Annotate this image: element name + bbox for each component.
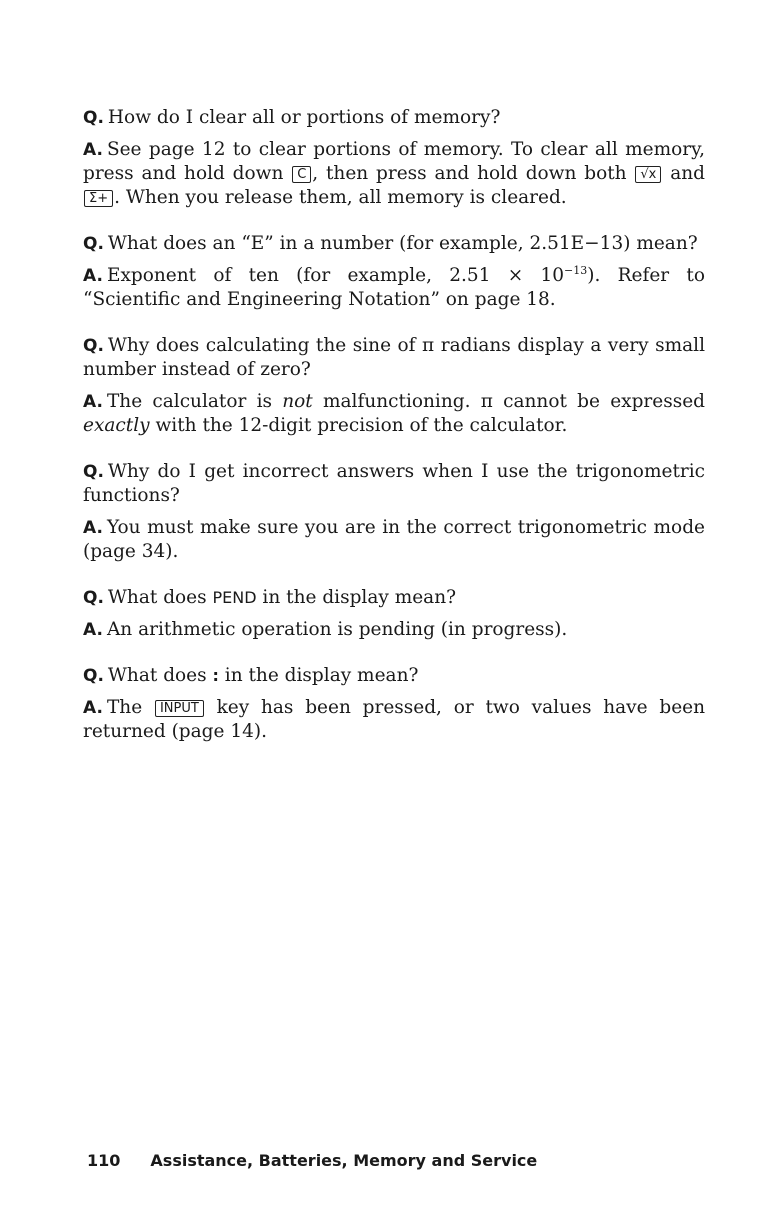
answer-6: A. The INPUT key has been pressed, or two values have been returned (page 14). — [83, 697, 706, 742]
question-label: Q. — [83, 108, 104, 128]
qa-list — [83, 106, 705, 766]
answer-label: A. — [83, 698, 103, 718]
question-label: Q. — [83, 234, 104, 254]
answer-label: A. — [83, 392, 103, 412]
display-colon: : — [212, 666, 219, 685]
answer-4: A. You must make sure you are in the correct trigonometric mode (page 34). — [83, 517, 705, 562]
question-6: Q. What does : in the display mean? — [83, 665, 419, 686]
answer-2: A. Exponent of ten (for example, $2.51 \times 10^{-13}$). Refer to “Scientific and Engineering Notation” on page 18. — [83, 263, 705, 310]
chapter-title: Assistance, Batteries, Memory and Service — [150, 1151, 538, 1170]
sqrt-x-key: √x — [635, 166, 661, 183]
answer-5: A. An arithmetic operation is pending (in progress). — [83, 619, 568, 640]
answer-label: A. — [83, 140, 103, 160]
answer-label: A. — [83, 266, 103, 286]
page-footer — [87, 1151, 537, 1170]
answer-1: A. See page 12 to clear portions of memory. To clear all memory, press and hold down C , then press and hold down both √x and Σ+ . When you release them, all memory is cleared. — [83, 139, 705, 208]
answer-label: A. — [83, 518, 103, 538]
question-label: Q. — [83, 588, 104, 608]
answer-3: A. The calculator is not malfunctioning. π cannot be expressed exactly with the 12-digit precision of the calculator. — [83, 391, 705, 436]
question-label: Q. — [83, 336, 104, 356]
question-label: Q. — [83, 666, 104, 686]
question-1: Q. How do I clear all or portions of memory? — [83, 107, 501, 128]
exponent: −13 — [564, 263, 588, 277]
question-5: Q. What does PEND in the display mean? — [83, 587, 457, 608]
answer-label: A. — [83, 620, 103, 640]
question-3: Q. Why does calculating the sine of π radians display a very small number instead of zero? — [83, 335, 705, 380]
c-key: C — [292, 166, 311, 183]
question-label: Q. — [83, 462, 104, 482]
question-4: Q. Why do I get incorrect answers when I use the trigonometric functions? — [83, 461, 705, 506]
question-2: Q. What does an “E” in a number (for example, 2.51E−13) mean? — [83, 233, 698, 254]
sigma-plus-key: Σ+ — [84, 190, 113, 207]
page-number: 110 — [87, 1151, 121, 1170]
input-key: INPUT — [155, 700, 204, 717]
display-annunciator-pend: PEND — [212, 588, 257, 607]
